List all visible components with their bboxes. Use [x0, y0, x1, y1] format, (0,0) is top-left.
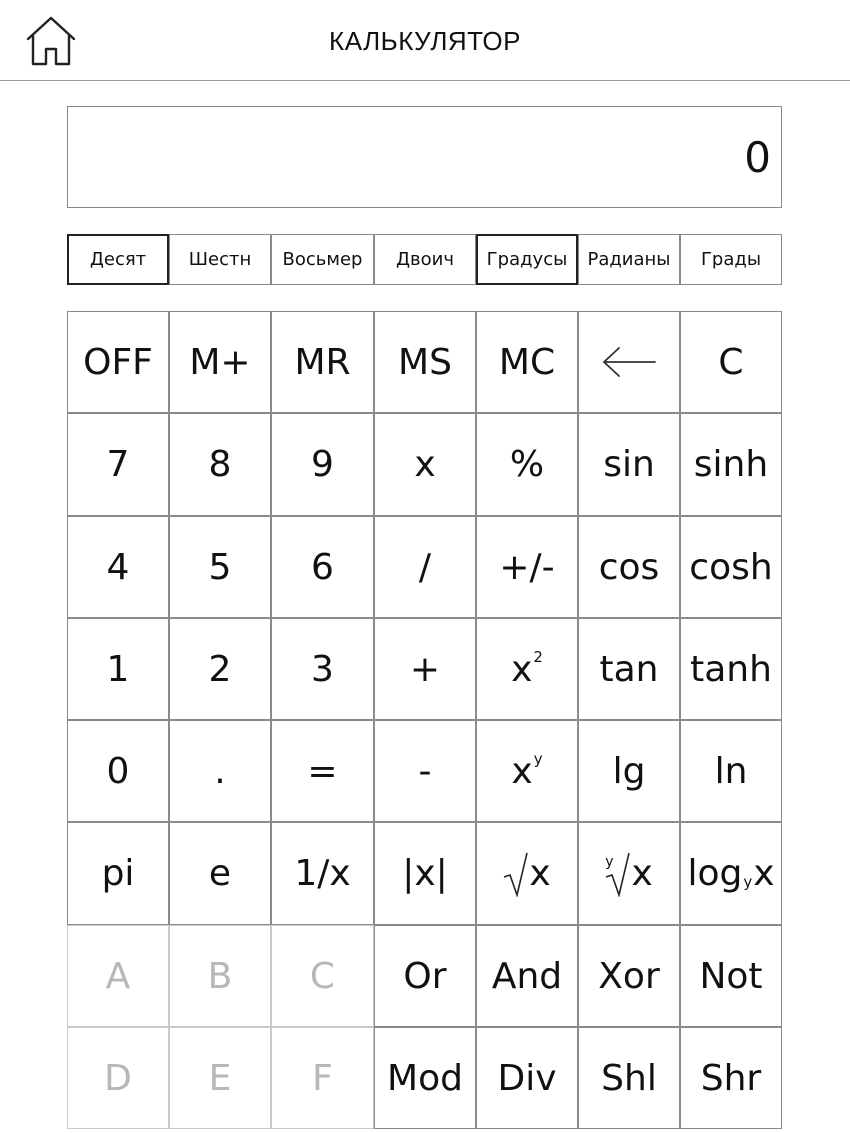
hex-f-button [271, 1027, 374, 1129]
divide-button[interactable] [374, 516, 476, 618]
key-label: sin [603, 444, 655, 485]
log-y-x-button[interactable] [680, 822, 782, 925]
nth-root-symbol [605, 851, 653, 897]
mode-tab-label: Восьмер [282, 249, 363, 270]
key-label: E [208, 1057, 232, 1099]
mode-tab-label: Шестн [188, 249, 252, 270]
key-label: A [105, 955, 131, 997]
mode-tab-2[interactable] [169, 234, 271, 285]
and-button[interactable] [476, 925, 578, 1027]
key-label: - [418, 750, 432, 792]
digit-2-button[interactable] [169, 618, 271, 720]
mode-tab-5[interactable] [476, 234, 578, 285]
key-label: +/- [499, 546, 555, 588]
key-label: Not [699, 955, 763, 997]
not-button[interactable] [680, 925, 782, 1027]
key-label: D [104, 1057, 132, 1099]
key-label: . [214, 750, 226, 792]
mode-tab-label: Радианы [587, 249, 671, 270]
digit-9-button[interactable] [271, 413, 374, 516]
backspace-button[interactable] [578, 311, 680, 413]
root-index: y [605, 853, 614, 870]
nth-root-button[interactable] [578, 822, 680, 925]
add-button[interactable] [374, 618, 476, 720]
key-subscript: y [743, 872, 753, 891]
multiply-button[interactable] [374, 413, 476, 516]
off-button[interactable] [67, 311, 169, 413]
e-button[interactable] [169, 822, 271, 925]
memory-recall-button[interactable] [271, 311, 374, 413]
lg-button[interactable] [578, 720, 680, 822]
subtract-button[interactable] [374, 720, 476, 822]
digit-0-button[interactable] [67, 720, 169, 822]
negate-button[interactable] [476, 516, 578, 618]
hex-d-button [67, 1027, 169, 1129]
percent-button[interactable] [476, 413, 578, 516]
shl-button[interactable] [578, 1027, 680, 1129]
sqrt-symbol [503, 851, 550, 897]
key-label: MR [294, 341, 351, 383]
key-label: cos [598, 546, 660, 588]
key-label: 1/x [294, 853, 351, 894]
mode-tab-7[interactable] [680, 234, 782, 285]
mode-tab-4[interactable] [374, 234, 476, 285]
key-label: % [509, 444, 545, 485]
mod-button[interactable] [374, 1027, 476, 1129]
mode-tab-1[interactable] [67, 234, 169, 285]
mode-tab-label: Градусы [486, 249, 568, 270]
key-label: 7 [106, 444, 130, 485]
key-label: MC [498, 341, 556, 383]
mode-tab-label: Грады [700, 249, 762, 270]
key-label: C [309, 955, 336, 997]
hex-a-button [67, 925, 169, 1027]
key-label: 0 [106, 750, 130, 792]
sinh-button[interactable] [680, 413, 782, 516]
ln-button[interactable] [680, 720, 782, 822]
mode-tab-label: Десят [89, 249, 147, 270]
memory-add-button[interactable] [169, 311, 271, 413]
digit-8-button[interactable] [169, 413, 271, 516]
tanh-button[interactable] [680, 618, 782, 720]
key-label: C [718, 341, 744, 383]
key-label: ln [714, 750, 748, 792]
equals-button[interactable] [271, 720, 374, 822]
key-label: 1 [106, 648, 130, 690]
key-label: + [409, 648, 441, 690]
memory-clear-button[interactable] [476, 311, 578, 413]
key-label: And [491, 955, 563, 997]
decimal-point-button[interactable] [169, 720, 271, 822]
key-label: 8 [208, 444, 232, 485]
key-label: pi [101, 853, 135, 894]
key-label: lg [612, 750, 646, 792]
key-label: cosh [689, 546, 773, 588]
page-title: КАЛЬКУЛЯТОР [329, 26, 521, 56]
key-label: Shr [700, 1057, 762, 1099]
key-label: B [207, 955, 233, 997]
cos-button[interactable] [578, 516, 680, 618]
key-label: 5 [208, 546, 232, 588]
key-label: |x| [402, 853, 448, 894]
digit-5-button[interactable] [169, 516, 271, 618]
hex-e-button [169, 1027, 271, 1129]
key-label: Div [497, 1057, 557, 1099]
pi-button[interactable] [67, 822, 169, 925]
key-label: tanh [690, 648, 772, 690]
digit-4-button[interactable] [67, 516, 169, 618]
mode-selector [67, 234, 782, 285]
key-label: Shl [601, 1057, 657, 1099]
key-label: MS [398, 341, 452, 383]
keypad [67, 311, 782, 1129]
key-label: OFF [83, 341, 153, 383]
tan-button[interactable] [578, 618, 680, 720]
sin-button[interactable] [578, 413, 680, 516]
key-label: e [208, 853, 232, 894]
key-label: x [511, 648, 533, 690]
display-value: 0 [744, 133, 771, 182]
key-label: x [414, 444, 436, 485]
key-superscript: 2 [533, 648, 543, 666]
key-label: x [631, 853, 653, 894]
key-label: 4 [106, 546, 130, 588]
key-label: 2 [208, 648, 232, 690]
shr-button[interactable] [680, 1027, 782, 1129]
mode-tab-label: Двоич [395, 249, 455, 270]
hex-c-button [271, 925, 374, 1027]
key-label: Or [403, 955, 447, 997]
key-label: / [418, 546, 432, 588]
key-label: tan [599, 648, 659, 690]
key-label: 9 [311, 444, 334, 485]
abs-button[interactable] [374, 822, 476, 925]
square-button[interactable] [476, 618, 578, 720]
cosh-button[interactable] [680, 516, 782, 618]
key-label: sinh [693, 444, 769, 485]
key-label: = [307, 750, 338, 792]
clear-button[interactable] [680, 311, 782, 413]
xor-button[interactable] [578, 925, 680, 1027]
digit-1-button[interactable] [67, 618, 169, 720]
sqrt-icon [503, 851, 529, 897]
digit-3-button[interactable] [271, 618, 374, 720]
key-label: x [529, 853, 551, 894]
power-button[interactable] [476, 720, 578, 822]
mode-tab-6[interactable] [578, 234, 680, 285]
key-label: Mod [387, 1057, 463, 1099]
memory-store-button[interactable] [374, 311, 476, 413]
key-superscript: y [533, 750, 543, 768]
digit-6-button[interactable] [271, 516, 374, 618]
key-label: 6 [311, 546, 334, 588]
key-label: log [687, 853, 743, 894]
sqrt-button[interactable] [476, 822, 578, 925]
key-label: 3 [311, 648, 334, 690]
key-label: x [511, 750, 533, 792]
key-label-tail: x [753, 853, 775, 894]
header-bar [0, 0, 850, 81]
key-label: M+ [189, 341, 251, 383]
digit-7-button[interactable] [67, 413, 169, 516]
or-button[interactable] [374, 925, 476, 1027]
calculator-display [67, 106, 782, 208]
reciprocal-button[interactable] [271, 822, 374, 925]
key-label: Xor [598, 955, 660, 997]
arrow-left-icon [601, 345, 657, 379]
hex-b-button [169, 925, 271, 1027]
div-button[interactable] [476, 1027, 578, 1129]
key-label: F [312, 1057, 333, 1099]
mode-tab-3[interactable] [271, 234, 374, 285]
